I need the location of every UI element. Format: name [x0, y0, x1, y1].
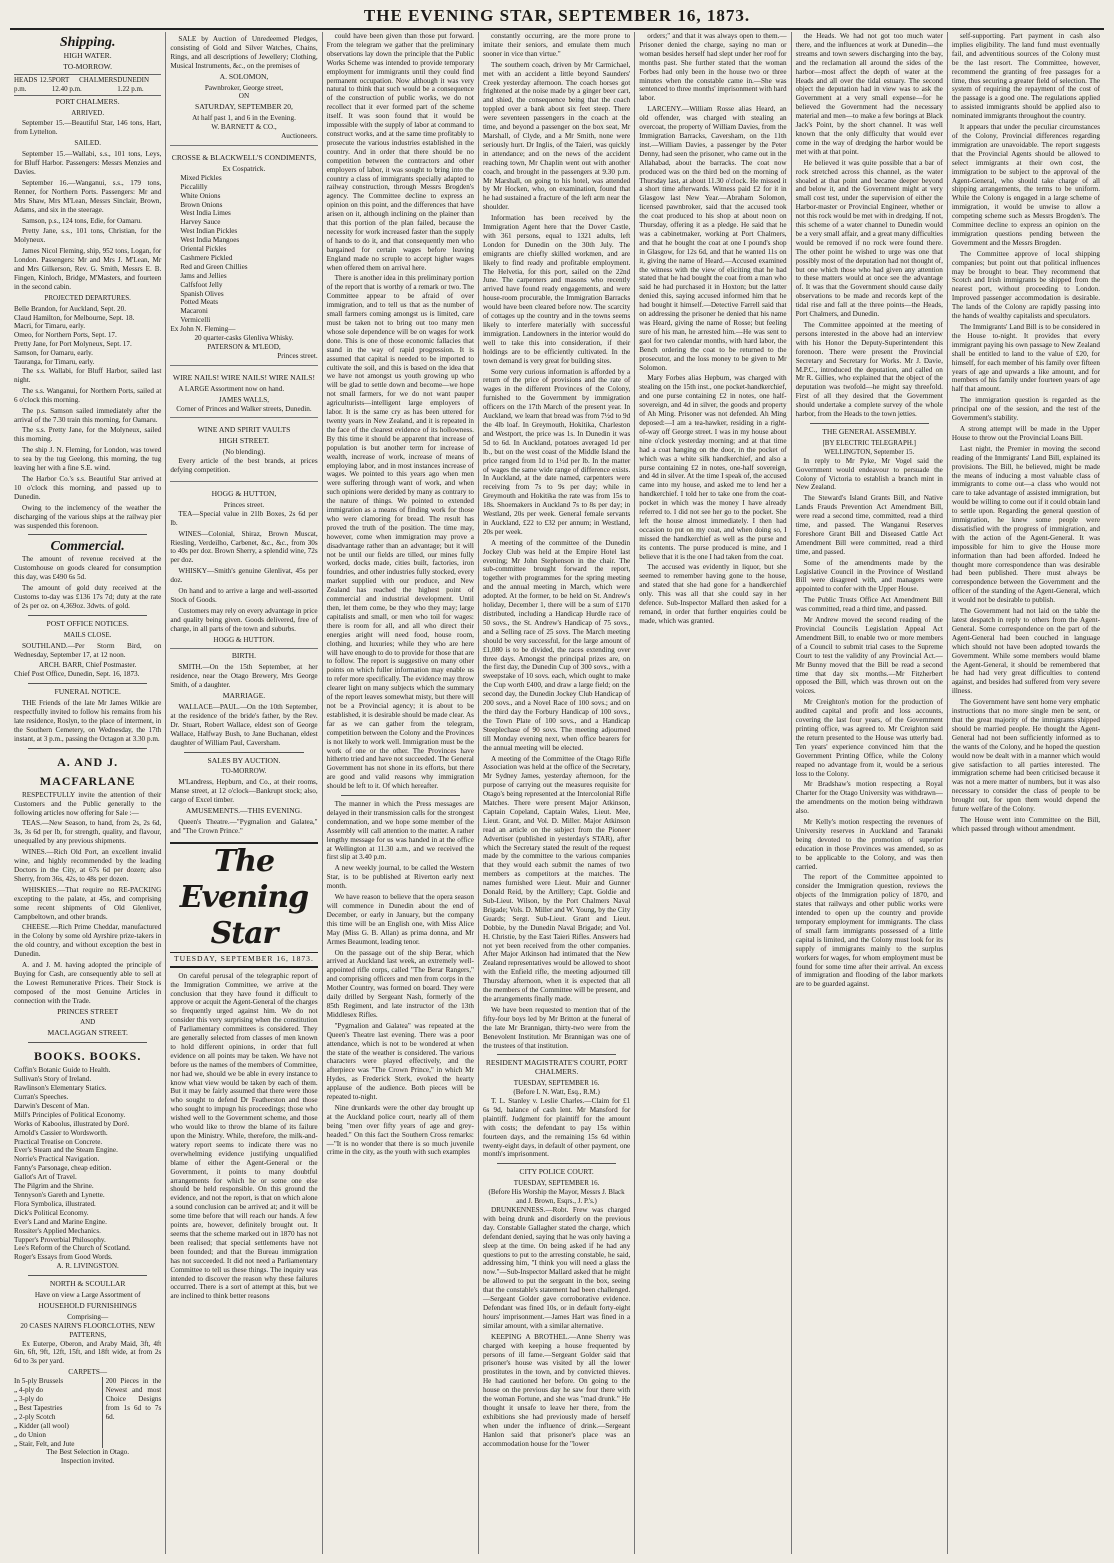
arrived-heading: ARRIVED. [71, 108, 105, 117]
carpets-note: 200 Pieces in the Newest and most Choice Designs from 1s 6d to 7s 6d. [102, 1377, 162, 1448]
assembly-text: The Government have sent home very emphatic instructions that no more single men be sent, or that the great majority of the immigrants shipped should be married people. He thought the Agent-General had not been sufficiently informed as to the wants of the Colony, and he hoped the question would now be dealt with in a manner which would give satisfaction to all parties interested. The immigration scheme had been criticised because it was not a mere matter of numbers, but it was also necessary to consider the class of people to be brought out, for upon them would depend the future welfare of the Colony. [951, 698, 1101, 814]
court-date: TUESDAY, SEPTEMBER 16. [513, 1079, 600, 1088]
projected-heading: PROJECTED DEPARTURES. [44, 293, 131, 302]
masthead [10, 6, 1104, 30]
cases-text: Ex Euterpe, Oberon, and Araby Maid, 3ft, 4ft 6in, 6ft, 9ft, 12ft, 15ft, and 18ft wide, at from 2s 6d to 3s per yard. [14, 1339, 162, 1366]
police-court-text: orders;" and that it was always open to them.—Prisoner denied the charge, saying no man or woman besides herself had slept under her roof for months past. She further stated that the woman Forbes had only been in the house two or three minutes when the constable came in.—She was sentenced to three months' imprisonment with hard labor. [639, 32, 787, 103]
funeral-heading: FUNERAL NOTICE. [54, 687, 121, 697]
news-paragraph: The manner in which the Press messages are delayed in their transmission calls for the strongest condemnation, and we hope some member of the Assembly will call attention to the matter. A rather lengthy message for us was handed in at the office at Wellington at 11.30 a.m., and we received the first slip at 3.40 p.m. [326, 800, 474, 862]
harbor-text: the Heads. We had not got too much water there, and the influences at work at Dunedin—the streams and town sewers discharging into the bay, and the reclamation all around the sides of the harbor—most affect the depth of water at the Heads and all over the tidal estuary. The second object the deputation had in view was to ask the Government at a very small expense—for he believed the Government had the necessary material and men—to make a few borings at Black Jack's Point, by the short channel. It was well known that the only difficulty that would ever come in the way of dredging the harbor would be met with at that point. [795, 32, 943, 156]
list-item: Vermicelli [180, 316, 211, 325]
shipping-note: The s.s. Wanganui, for Northern Ports, sailed at 6 o'clock this morning. [14, 386, 162, 404]
list-item: Curran's Speeches. [14, 1093, 69, 1101]
list-item: Macri, for Timaru, early. [14, 322, 85, 331]
princes-and: AND [80, 1018, 96, 1027]
princes-street-heading: PRINCES STREET [57, 1006, 119, 1016]
books-list [14, 1066, 161, 1262]
sailed-item: Pretty Jane, s.s., 101 tons, Christian, for the Molyneux. [14, 227, 162, 245]
list-item: Harvey Sauce [180, 218, 221, 227]
list-item: „ 4-ply do [14, 1386, 44, 1395]
shipping-note: The s.s. Wallabi, for Bluff Harbor, sailed last night. [14, 367, 162, 384]
divider [28, 1042, 147, 1043]
tide-dunedin: DUNEDIN 1.22 p.m. [117, 75, 150, 93]
news-paragraph: On the passage out of the ship Berar, which arrived at Auckland last week, an extremely well-appointed rifle corps, called "The Berar Rangers," and comprising officers and men from corps in the Mother Country, was formed on board. They were daily drilled by Sergeant Nash, formerly of the 85th Regiment, and late instructor of the 13th Middlesex Rifles. [326, 948, 474, 1019]
telegraph-label: [BY ELECTRIC TELEGRAPH.] [822, 438, 916, 447]
solomon-name: A. SOLOMON, [219, 71, 269, 81]
paterson-signature: PATERSON & M'LEOD, [207, 343, 281, 351]
assembly-text: Some of the amendments made by the Legislative Council in the Province of Westland Bill were disagreed with, and managers were appointed to confer with the Upper House. [795, 558, 943, 594]
list-item: Oriental Pickles [180, 245, 227, 254]
assembly-text: A strong attempt will be made in the Upper House to throw out the Provincial Loans Bill. [951, 424, 1101, 442]
assembly-text: Mr Kelly's motion respecting the revenues of University reserves in Auckland and Taranaki being devoted to the promotion of superior education in those Provinces was amended, so as to be applicable to the Colony, and was then carried. [795, 818, 943, 871]
sales-tomorrow: TO-MORROW. [221, 767, 267, 776]
tide-table [14, 74, 161, 96]
police-court-heading: CITY POLICE COURT. [519, 1167, 594, 1177]
list-item: Rossiter's Applied Mechanics. [14, 1226, 101, 1235]
shipping-note: Owing to the inclemency of the weather the discharging of the various ships at the railway pier was suspended this forenoon. [14, 503, 162, 530]
shipping-heading: Shipping. [59, 35, 116, 50]
no-blending: (No blending). [222, 448, 266, 457]
passengers-text: James Nicol Fleming, ship, 952 tons, Logan, for London. Passengers: Mr and Mrs J. M'Lean, Mr and Mrs Gilkerson, Rev. G. Smith, Messrs E. B. Fingen, Kinloch, Bridge, M'Masters, and fourteen in the second cabin. [14, 247, 162, 291]
columns [10, 32, 1104, 1554]
list-item: Potted Meats [180, 298, 219, 307]
assembly-text: The Public Trusts Office Act Amendment Bill was committed, read a third time, and passed. [795, 596, 943, 614]
list-item: The Pilgrim and the Shrine. [14, 1182, 94, 1191]
wire-nails-ad [170, 369, 317, 419]
list-item: „ do Union [14, 1430, 46, 1439]
assembly-text: The immigration question is regarded as the principal one of the session, and the test of the Government's stability. [951, 396, 1101, 423]
court-before: (Before I. N. Watt, Esq., R.M.) [513, 1088, 600, 1097]
amusements-text: Queen's Theatre.—"Pygmalion and Galatea," and "The Crown Prince." [170, 817, 318, 835]
amusements-heading: AMUSEMENTS.—THIS EVENING. [185, 806, 303, 816]
sailed-heading: SAILED. [74, 139, 101, 148]
assembly-text: The Immigrants' Land Bill is to be considered in the House to-night. It provides that every immigrant paying his own passage to New Zealand shall be entitled to land to the value of £20, for himself, for each member of his family over fifteen years of age and upwards a like amount, and for members of his family under fourteen years of age half that amount. [951, 323, 1101, 394]
divider [28, 615, 147, 616]
post-office-signature: ARCH. BARR, Chief Postmaster. [38, 661, 137, 670]
police-court-text: LARCENY.—William Rosse alias Heard, an old offender, was charged with stealing an overcoat, the property of William Davies, from the Immigration Barracks, Caversham, on the 11th inst.—William Davies, a passenger by the Peter Denny, had seen the prisoner, who came out in the Allahabad, about the barracks. The coat now produced was on the third bed on the morning of Thursday last, at about 11.30 o'clock. He missed it a short time afterwards. Witness paid £2 for it in Glasgow last New Year.—Abraham Solomon, licensed pawnbroker, said that the accused took the coat produced to his shop at about noon on Thursday, offering it as a pledge. He said that he was a cabinetmaker, working at Port Chalmers, and that he bought the coat at one I pound's shop in Glasgow, for 12s 6d, and that he wanted 11s on it, giving the name of Heard.—Accused examined the witness with the view of eliciting that he had stated that he had bought the coat from a man who said he had purchased it in Hoxton; but the latter denied this, saying accused informed him that he had bought it himself.—Detective Farrell said that on addressing the prisoner he denied that his name was Heard, giving the name of Rosse; but feeling sure of his man, he arrested him.—He was sent to gaol for two calendar months, with hard labor, the Bench ordering the coat to be returned to the prosecutor, and the loss money to be given to Mr Solomon. [639, 105, 787, 372]
macfarlane-text: WINES.—Rich Old Port, an excellent invalid wine, and highly recommended by the leading Doctors in the City, at 67s 6d per dozen; also Sherry, from 36s, 42s, to 48s per dozen. [14, 848, 162, 883]
editorial-text: There is another idea in this preliminary portion of the report that is worthy of a remark or two. The Committee appear to be afraid of over immigration, and to tell us that as the number of small farmers coming amongst us is limited, care must be taken not to bring out too many men whose sole dependence will be on wages for work done. This is one of those economic fallacies that stand in the way of rapid progression. It is assumed that capital is needed to be imported to cultivate the soil, and this is based on the idea that we have not amongst us youth growing up who will be glad to settle down and become—we hope not small farmers, for we do not want pauper agriculturists—intelligent large employers of labor. It is the same cry as has been uttered for twenty years in New Zealand, and it is repeated in the face of the clearest evidence of its hollowness. By this time it should be apparent that increase of population is but another term for increase of wealth, increase of work, increase of means of employing labor, and in most instances increase of wages. We pointed to this years ago when men were suffering through want of work, and when such opinions were derided by many as contrary to the nature of things. We pointed to extended immigration as a means of finding work for those who were clamoring for bread. The result has proved the truth of the position. The time may, however, come when immigration may prove a disadvantage rather than an advantage; but it will not be until our fields are tilled, our mines fully worked, docks made, cities built, factories, iron foundries, and other industries fully stocked, every market supplied with our produce, and New Zealand has reached the highest point of commercial and industrial development. Until then, let them come, be they who they may; large capitalists and small, or men who toil for wages: there is room for all, and all who direct their energies aright will need food, house room, clothing, and luxuries; while they who are here will have enough to do to provide for those that are to follow. The report is suggestive on many other points on which fuller information may enable us to refer more specifically. The evidence may throw clearer light on many subjects which the summary of the report leaves somewhat misty, but there will not be a Provincial agency; it is about to be established, it is desirable should be made clear. As far as we can gather from the telegram, competition between the Colony and the Provinces is not likely to work well. Immigration must be the work of one or the other. The Provinces have hitherto tried and have not succeeded. The General Government has not shone in its efforts, but there are good and valid reasons why immigration should be left to it. Of which hereafter. [326, 274, 474, 791]
list-item: Claud Hamilton, for Melbourne, Sept. 18. [14, 313, 135, 322]
list-item: Spanish Olives [180, 289, 224, 298]
list-item: „ 2-ply Scotch [14, 1412, 56, 1421]
household-heading: HOUSEHOLD FURNISHINGS [38, 1300, 137, 1310]
editorial-text: could have been given than those put forward. From the telegram we gather that the preliminary observations lay down the principle that the Public Works Scheme was intended to provide temporary employment for immigrants until they could find permanent occupation. Now although it was very natural to think that such would be a consequence of the construction of public works, we do not recollect that it ever formed part of the scheme itself. It was soon found that it would be impossible with the supply of labor at command to construct works, and at the same time profitably to prosecute the various industries established in the country. And in order that there should be no competition between the contractors and other employers of labor, it was sought to bring into the country a class of immigrants specially adapted to railway construction, through Messrs Brogden's agency. The Committee decline to express an opinion on this point, and the differences that have arisen on it, although inclining on the plainer than that this portion of the plan failed, because the necessity for work increased faster than the supply of hands to do it, and that consequently men who bargained for certain wages before leaving England made no scruple to accept higher wages when offered them on arrival here. [326, 32, 474, 272]
barnett-signature: W. BARNETT & CO., [211, 123, 277, 132]
shipping-note: The p.s. Samson sailed immediately after the arrival of the 7.30 train this morning, for Oamaru. [14, 406, 162, 424]
police-court-text: Mary Forbes alias Hepburn, was charged with stealing on the 15th inst., one pocket-handkerchief, and one purse containing £2 in notes, one half-sovereign, and 4d in silver, the goods and property of Ah Ming. Prisoner was not defended. Ah Ming deposed:—I am a tea-hawker, residing in a right-of-way off George street. I was in my house about nine o'clock yesterday morning; and at that time had a coat hanging on the door, in the pocket of which was a white silk handkerchief, and also a purse containing £2 in notes, one-half sovereign, and 4d in silver. At the time I speak of, the accused came into my house, and asked me to lend her a handkerchief. I told her to take one from the coat-pocket in which was the money I have already referred to. I did not see her go to the pocket. She left the house almost immediately. I then had occasion to put on my coat, and when doing so, I missed the handkerchief as well as the purse and its contents. The purse produced is mine, and I believe that it is the one I had taken from the coat. [639, 374, 787, 561]
list-item: Flora Symbolica, illustrated. [14, 1199, 96, 1208]
livingston-signature: A. R. LIVINGSTON. [56, 1262, 119, 1271]
list-item: West India Mangoes [180, 236, 240, 245]
list-item: „ Kidder (all wool) [14, 1421, 69, 1430]
shipping-note: The s.s. Pretty Jane, for the Molyneux, sailed this morning. [14, 426, 162, 444]
nails-heading: WIRE NAILS! WIRE NAILS! WIRE NAILS! [172, 372, 316, 382]
list-item: Red and Green Chillies [180, 262, 248, 271]
news-paragraph: We have been requested to mention that of the fifty-four boys led by Mr Britton at the funeral of the late Mr Brannigan, thirty-two were from the Benevolent Institution. Mr Brannigan was one of the trustees of that institution. [482, 1005, 631, 1050]
divider [341, 795, 460, 796]
list-item: Arnold's Cassier to Wordsworth. [14, 1128, 108, 1137]
list-item: Darwin's Descent of Man. [14, 1101, 90, 1110]
divider [28, 748, 147, 749]
solomon-address: Pawnbroker, George street, [204, 83, 284, 92]
macfarlane-text: WHISKIES.—That require no RE-PACKING excepting to the palate, at 45s, and comprising some recent shipments of Old Glenlivet, Campbeltown, and other brands. [14, 885, 162, 921]
on-label: ON [238, 92, 250, 101]
walls-name: JAMES WALLS, [218, 395, 270, 404]
wine-heading: WINE AND SPIRIT VAULTS [197, 425, 291, 435]
column-6 [792, 32, 948, 1554]
crosse-sub: Ex Cospatrick. [222, 164, 266, 173]
shipping-note: The ship J. N. Fleming, for London, was towed to sea by the tug Geelong, this morning, the tug leaving her with a fine S.E. wind. [14, 446, 162, 473]
harbor-text: The Committee appointed at the meeting of persons interested in the above had an interview with his Honor the Deputy-Superintendent this forenoon. There were present the Provincial Secretary and Secretary for Works. Mr J. Davie, M.P.C., introduced the deputation, and called on Mr R. Gillies, who explained that the object of the deputation was twofold—he might say threefold. First of all they desired that the Government should undertake a complete survey of the whole harbor, from the Heads to the town jetties. [795, 321, 943, 419]
news-paragraph: constantly occurring, are the more prone to imitate their seniors, and emulate them much sooner in vice than virtue." [482, 32, 631, 58]
saturday-date: SATURDAY, SEPTEMBER 20, [195, 102, 293, 112]
news-paragraph: A meeting of the committee of the Dunedin Jockey Club was held at the Empire Hotel last evening; Mr John Stephenson in the chair. The sub-committee brought forward the report, together with programmes for the spring meeting and the annual meeting in March, which were adopted. At the former, to be held on St. Andrew's holiday, December 1, there will be a sum of £170 distributed, including a Handicap Hurdle race of 50 sovs., the St. Andrew's Handicap of 75 sovs., and a Selling race of 25 sovs. The March meeting should be very successful, for the large amount of £1,080 is to be divided, the races extending over three days. Amongst the principal prizes are, on the first day, the Dunedin Cup of 300 sovs., with a sweepstake of 10 sovs. each, which ought to make the Cup worth £400, and draw a large field; on the second day, the Dunedin Jockey Club Handicap of 200 sovs., and a Novel Race of 100 sovs.; and on the third day the Forbury Handicap of 100 sovs., the Town Plate of 100 sovs., and a Handicap Steeplechase of 90 sovs. The meeting adjourned till Monday evening next, when office bearers for the annual meeting will be elected. [482, 538, 631, 752]
solomon-ad [170, 32, 317, 146]
news-paragraph: Nine drunkards were the other day brought up at the Auckland police court, nearly all of them being "men over fifty years of age and grey-headed." On this fact the Southern Cross remarks:—"It is no wonder that there is so much juvenile crime in the city, as the youth with such examples [326, 1103, 474, 1157]
news-paragraph: A new weekly journal, to be called the Western Star, is to be published at Riverton early next month. [326, 864, 474, 891]
hogg-item: Customers may rely on every advantage in price and quality being given. Goods delivered, free of charge, in all parts of the town and suburbs. [170, 606, 318, 633]
north-scoullar-sub: Have on view a Large Assortment of [34, 1291, 141, 1300]
assembly-text: In reply to Mr Pyke, Mr Vogel said the Government would endeavour to persuade the Colony of Victoria to establish a branch mint in New Zealand. [795, 456, 943, 492]
carpets-heading: CARPETS— [68, 1368, 108, 1377]
list-item: Gallot's Art of Travel. [14, 1173, 77, 1182]
north-scoullar-heading: NORTH & SCOULLAR [49, 1279, 126, 1289]
hogg-address: Princes street. [223, 500, 265, 509]
hogg-item: On hand and to arrive a large and well-assorted Stock of Goods. [170, 587, 318, 604]
news-paragraph: A meeting of the Committee of the Otago Rifle Association was held at the office of the Secretary, Mr Sydney James, yesterday afternoon, for the purpose of carrying out the measures requisite for Otago's being represented at the Intercolonial Rifle Matches. There were present Major Atkinson, Captain Copeland, Captain Wales, Lieut. Mee, Lieut. Grant, and Vol. D. Miller. Major Atkinson read an article on the subject from the Pioneer Advertiser (published in yesterday's STAR), after which the Secretary stated the result of the request made by the committee to the various companies that they would each submit the names of two members as competitors at the matches. The names furnished were Lieut. Muir and Gunner Donald Reid, by the Artillery; Capt. Goldie and Sub-Lieut. Wilson, by the Port Chalmers Naval Brigade; Vols. D. Miller and W. Young, by the City Guards; Sergt. Sub-Lieut. Grant and Lieut. Dobbie, by the Dunedin Naval Brigade; and Vol. H. Christie, by the East Taieri Rifles. Answers had not yet been received from the other companies. After Major Atkinson had intimated that the New Zealand representatives would be allowed to shoot with the Enfield rifle, the meeting adjourned till Thursday afternoon, when it is expected that all the members of the Committee will be present, and the arrangements finally made. [482, 754, 631, 1003]
sales-heading: SALES BY AUCTION. [207, 755, 281, 765]
projected-list [14, 305, 161, 367]
comprising-label: Comprising— [67, 1312, 109, 1321]
commercial-text: The amount of revenue received at the Customhouse on goods cleared for consumption this day, was £490 6s 5d. [14, 555, 162, 582]
crosse-heading: CROSSE & BLACKWELL'S CONDIMENTS, [171, 152, 317, 162]
list-item: Mill's Principles of Political Economy. [14, 1110, 126, 1119]
divider [184, 752, 303, 753]
macfarlane-text: RESPECTFULLY invite the attention of their Customers and the Public generally to the following articles now offering for Sale :— [14, 790, 162, 817]
list-item: West Indian Pickles [180, 227, 238, 236]
news-paragraph: The southern coach, driven by Mr Carmichael, met with an accident a little beyond Saunders' Creek yesterday afternoon. The coach horses got frightened at the noise made by a ginger beer cart, and shied, the consequence being that the coach toppled over a bank about six feet steep. There were seventeen passengers in the coach at the time, and beyond a passenger on the box seat, Mr Marshall, of Clyde, and a Mr Smith, none were seriously hurt. Dr Inglis, of the Taieri, was quickly in attendance; and on the news of the accident reaching town, Mr Chaplin went out with another coach, and brought in the passengers at 9.30 p.m. Mr Marshall, on going to his hotel, was attended by Mr Hocken, who, on examination, found that he had sustained a fracture of the left arm near the shoulder. [482, 60, 631, 212]
list-item: Practical Treatise on Concrete. [14, 1137, 103, 1146]
assembly-text: The House went into Committee on the Bill, which passed through without amendment. [951, 815, 1101, 833]
hogg-heading: HOGG & HUTTON, [211, 488, 277, 498]
wine-vaults-ad [170, 421, 317, 482]
list-item: Ever's Steam and the Steam Engine. [14, 1146, 118, 1155]
news-paragraph: We have reason to believe that the opera season will commence in Dunedin about the end of December, or early in January, but the company this time will be an English one, with Miss Alice May (Miss G. B. Allan) as prima donna, and Mr Armes Beaumont, leading tenor. [326, 893, 474, 946]
column-1 [10, 32, 166, 1554]
sailed-item: September 15.—Wallabi, s.s., 101 tons, Leys, for Bluff Harbor. Passengers: Messrs Menzies and Davies. [14, 150, 162, 176]
list-item: Tennyson's Gareth and Lynette. [14, 1190, 105, 1199]
arrived-text: September 15.—Beautiful Star, 146 tons, Hart, from Lyttelton. [14, 119, 162, 137]
list-item: Coffin's Botanic Guide to Health. [14, 1066, 111, 1075]
inspection-invited: Inspection invited. [60, 1457, 115, 1466]
sailed-item: Samson, p.s., 124 tons, Edie, for Oamaru. [22, 216, 142, 225]
commercial-heading: Commercial. [50, 539, 125, 555]
assembly-text: The report of the Committee appointed to consider the Immigration question, reviews the objects of the Immigration policy of 1870, and states that railways and other public works were intended to open up the country and provide temporary employment for immigrants. The class of small farm immigrants possessed of a little capital is limited, and the Colony must look for its supply of immigrants mainly to the surplus workers for wages, for whom employment must be found for some time after their arrival. An excess of immigration and flooding of the labor markets are to be guarded against. [795, 873, 943, 989]
list-item: Works of Kaboolus, illustrated by Doré. [14, 1119, 129, 1128]
sale-time: At half past 1, and 6 in the Evening. [192, 114, 296, 123]
assembly-text: Mr Bradshaw's motion respecting a Royal Charter for the Otago University was withdrawn—the amendments on the motion being withdrawn also. [795, 780, 943, 816]
column-7 [948, 32, 1104, 1554]
wellington-dateline: WELLINGTON, September 15. [824, 447, 915, 456]
column-4 [479, 32, 635, 1554]
list-item: Tauranga, for Timaru, early. [14, 358, 95, 367]
list-item: Piccalilly [180, 182, 208, 191]
list-item: Fanny's Parsonage, cheap edition. [14, 1164, 112, 1173]
fleming-text-2: 20 quarter-casks Glenliva Whisky. [194, 334, 294, 343]
fleming-text: Ex John N. Fleming— [170, 325, 236, 334]
police-court-text: KEEPING A BROTHEL.—Anne Sherry was charged with keeping a house frequented by persons of ill fame.—Sergeant Golder said that prisoner's house was visited by all the lower prostitutes in the town, and by convicted thieves. He had cautioned her before. On going to the house on the previous day he saw four there with the woman Fortune, and she was "mad drunk." He thought it unsafe to leave her there, from the exhibitions she had previously made of herself when under the influence of drink.—Sergeant Hanlon said that prisoner's place was an accommodation house for the "lower [482, 1332, 631, 1448]
nails-text: A LARGE Assortment now on hand. [178, 384, 285, 393]
list-item: Omeo, for Northern Ports, Sept. 17. [14, 331, 117, 340]
tide-port-chalmers: PORT CHALMERS 12.40 p.m. [51, 75, 118, 93]
divider [28, 683, 147, 684]
list-item: Belle Brandon, for Auckland, Sept. 20. [14, 304, 126, 313]
sales-text: M'Landress, Hepburn, and Co., at their rooms, Manse street, at 12 o'clock—Bankrupt stock; also, cargo of Excel timber. [170, 778, 318, 805]
hogg-item: WHISKY—Smith's genuine Glenlivat, 45s per doz. [170, 567, 318, 585]
list-item: Ever's Land and Marine Engine. [14, 1217, 107, 1226]
police-court-text: DRUNKENNESS.—Robt. Frew was charged with being drunk and disorderly on the previous day. Constable Gallagher stated the charge, which defendant denied, saying that he was only having a sleep at the time. On being asked if he had any questions to put to the arresting constable, he said, addressing him, "I think you will need a glass the now."—Sub-Inspector Mallard asked that he might be allowed to put the sergeant in the box, seeing that the constable's statement had been challenged.—Sergeant Golder gave corroborative evidence. Defendant was fined 10s, or in default forty-eight hours' imprisonment.—James Hart was fined in a similar amount, with a similar alternative. [482, 1206, 631, 1330]
harbor-text: He believed it was quite possible that a bar of rock stretched across this channel, as the water shoaled at that point and became deeper beyond and below it, and the Government might at very small cost test, under the supervision of either the Harbor-master or Provincial Engineer, whether or not this rock would be met with in dredging. If not, this scheme of a water channel to Dunedin would be a very small affair, and a great many difficulties would be removed if no rock were found there. The other point he wished to urge was one that possibly most of the deputation had not thought of, but one which those who had given any attention to these matters would at once see the advantage of. It was that the Government should cause daily observations to be made and records kept of the tidal rise and fall at the three points—the Heads, Port Chalmers, and Dunedin. [795, 158, 943, 319]
list-item: Cashmere Pickled [180, 253, 233, 262]
news-paragraph: Some very curious information is afforded by a return of the price of provisions and the rate of wages in the different Provinces of the Colony, furnished to the Government by immigration officers on the 17th March of the present year. In Auckland, we learn that bread was from 7½d to 9d the 4lb loaf. In Greymouth, Hokitika, Charleston and Westport, the price was 1s. In Dunedin it was 5d to 6d. In Auckland, potatoes averaged 1d per lb., but on the west coast of the Middle Island the price ranged from 1d to 1½d per lb. In the matter of wages the same wide range of difference exists. In Auckland, at the date named, carpenters were receiving from 7s to 9s per day; while in Greymouth and Hokitika the rate was from 15s to 18s. Shoemakers in Auckland 7s to 8s per day; in Westland, 20s per week. General female servants in Auckland, £22 to £32 per annum; in Westland, 20s per week. [482, 367, 631, 536]
assembly-text: self-supporting. Part payment in cash also implies eligibility. The land fund must eventually fail, and adventitious sources of the Colony must be the last resort. The Committee, however, recommend the granting of free passages for a time, thus securing a greater field of selection. The system of requiring the repayment of the cost of the passage is a good one. The regulations applied to assisted immigrants should be applied also to nominated immigrants throughout the country. [951, 32, 1101, 121]
cases-heading: 20 CASES NAIRN'S FLOORCLOTHS, NEW PATTERNS, [20, 1321, 155, 1339]
tomorrow-label: TO-MORROW. [63, 61, 113, 71]
macfarlane-text: CHEESE.—Rich Prime Cheddar, manufactured in the Colony by some old Ayrshire prize-takers in the old country, and without exception the best in Dunedin. [14, 923, 162, 959]
list-item: Samson, for Oamaru, early. [14, 349, 93, 358]
hogg-item: WINES—Colonial, Shiraz, Brown Muscat, Riesling, Verdeilho, Carbenet, &c., &c., from 30s to 40s per doz. Brown Sherry, a splendid wine, 72s per doz. [170, 529, 318, 565]
hogg-hutton-ad [170, 485, 317, 650]
column-3 [323, 32, 479, 1554]
list-item: White Onions [180, 191, 221, 200]
carpets-block [14, 1377, 161, 1448]
walls-address: Corner of Princes and Walker streets, Dunedin. [176, 404, 312, 413]
post-office-heading: POST OFFICE NOTICES. [46, 618, 129, 628]
assembly-text: Mr Creighton's motion for the production of audited capital and profit and loss accounts, covering the last four years, of the Government printing office, was agreed to. Mr Creighton said the return presented to the House was utterly bad. Ten years' experience convinced him that the Government Printing Office, while the Colony reaped no advantage from it, would be a serious loss to the Colony. [795, 698, 943, 778]
marriage-heading: MARRIAGE. [222, 691, 266, 701]
list-item: Roger's Essays from Good Words. [14, 1253, 113, 1262]
high-street: HIGH STREET. [218, 436, 269, 446]
list-item: Sullivan's Story of Ireland. [14, 1075, 92, 1084]
sailed-item: September 16.—Wanganui, s.s., 179 tons, Renner, for Northern Ports. Passengers: Mr and Mrs Shaw, Mrs M'Lean, Messrs Sinclair, Brown, Adams, and six in the steerage. [14, 178, 162, 214]
macfarlane-heading: A. AND J. MACFARLANE [39, 754, 136, 788]
list-item: Lee's Reform of the Church of Scotland. [14, 1244, 131, 1253]
list-item: Brown Onions [180, 200, 223, 209]
evening-star-logo: The Evening Star [170, 842, 317, 953]
list-item: „ Best Tapestries [14, 1403, 63, 1412]
list-item: Dick's Political Economy. [14, 1208, 89, 1217]
post-office-place: Chief Post Office, Dunedin, Sept. 16, 1873. [14, 670, 140, 679]
police-court-date: TUESDAY, SEPTEMBER 16. [513, 1179, 600, 1188]
divider [810, 423, 929, 424]
list-item: „ Stair, Felt, and Jute [14, 1439, 75, 1448]
books-heading: BOOKS. BOOKS. [33, 1049, 142, 1064]
editorial-text: On careful perusal of the telegraphic report of the Immigration Committee, we arrive at the conclusion that they have found it difficult to approve or acquit the Agent-General of the charges so frequently urged against him. We do not consider this very surprising when the constitution of Parliamentary committees is considered. They are generally selected from classes of men known to hold different opinions, in order that full evidence on all points may be taken. We have not before us the names of the members of Committee, nor had we, should we be able in every instance to know what view would be taken by each of them. But it may be fairly assumed that there were those who sought to defend Dr Featherston and those who sought to impugn his proceedings; those who wished well to the Government scheme, and those who would like to throw the blame of its failure upon the Ministry. While, therefore, the milk-and-watery report seems to indicate there was no overwhelming evidence justifying unqualified blame of either the Agent-General or the Government, it points to many doubtful arrangements for which he or some one else should be held responsible. On this ground the evidence, and not the report, is that on which alone a sound conclusion can be arrived at; and it will be some time before that will reach our hands. A few points are, however, definitely brought out. It seems that the scheme marked out in 1870 has not been realised; that special settlements have not been founded; and that the Bureau immigration has not succeeded. It did not need a Parliamentary Committee to tell us these things. The inquiry was intended to discover the reason why these failures occurred. There is a sort of attempt at this, but we are inclined to think better reasons [170, 971, 318, 1301]
maclaggan-street-heading: MACLAGGAN STREET. [47, 1028, 128, 1038]
divider [28, 1275, 147, 1276]
commercial-text: The amount of gold duty received at the Customs to-day was £136 17s 7d; duty at the rate of 2s per oz. on 4,369oz. 3dwts. of gold. [14, 584, 162, 610]
list-item: Tupper's Proverbial Philosophy. [14, 1235, 106, 1244]
divider [28, 534, 147, 535]
list-item: „ 3-ply do [14, 1395, 44, 1403]
hogg-signature: HOGG & HUTTON. [213, 635, 275, 644]
macfarlane-text: TEAS.—New Season, to hand, from 2s, 2s 6d, 3s, 3s 6d per lb, for strength, quality, and flavour, unequalled by any previous shipments. [14, 819, 162, 846]
marriage-text: WALLACE—PAUL.—On the 10th September, at the residence of the bride's father, by the Rev. Dr. Stuart, Robert Wallace, eldest son of George Wallace, Halfway Bush, to Jane Buchanan, eldest daughter of William Paul, Caversham. [170, 703, 318, 747]
police-court-text: The accused was evidently in liquor, but she seemed to remember having gone to the house, and stated that she had gone for a handkerchief only. This was all that she could say in her defence. Sub-Inspector Mallard then asked for a remand, in order that further enquiries could be made, which was granted. [639, 563, 787, 625]
list-item: In 5-ply Brussels [14, 1377, 64, 1386]
list-item: Macaroni [180, 307, 208, 316]
crosse-ad [170, 149, 317, 366]
divider [497, 1163, 616, 1164]
list-item: Norrie's Practical Navigation. [14, 1155, 100, 1164]
news-paragraph: Information has been received by the Immigration Agent here that the Dover Castle, with 361 persons, equal to 1321 adults, left London for Dunedin on the 30th July. The emigrants are chiefly skilled workmen, and are likely to find ready and profitable employment. The Helvetia, for this port, sailed on the 22nd June. The carpenters and masons who recently arrived have found ready engagements, and were house-room procurable, the Immigration Barracks would have been cleared before now. The scarcity of cottages up the country and in the towns seems likely to interfere materially with successful immigration. Landowners in the interior would do well to take this into consideration, if their holdings are to be efficiently cultivated. In the town demand is very great for building sites. [482, 214, 631, 365]
crosse-list [170, 174, 317, 325]
news-paragraph: "Pygmalion and Galatea" was repeated at the Queen's Theatre last evening. There was a poor attendance, which is not to be wondered at when the state of the weather is considered. The various characters were played effectively, and the afterpiece was "The Crown Prince," in which Mr Hydes, as Frederick Sterk, evoked the hearty applause of the audience. Both pieces will be repeated to-night. [326, 1021, 474, 1102]
paterson-address: Princes street. [277, 351, 318, 360]
assembly-text: Mr Andrew moved the second reading of the Provincial Councils Legislation Appeal Act Amendment Bill, to enable two or more members of a Council to submit trial cases to the Supreme Court to test the validity of any Provincial Act.—Mr Bunny moved that the Bill be read a second time that day six months.—Mr Fitzherbert opposed the Bill, which was thrown out on the voices. [795, 616, 943, 696]
divider [497, 1054, 616, 1055]
assembly-text: The Government had not laid on the table the latest despatch in reply to others from the Agent-General. Some correspondence on the part of the Agent-General had been couched in language which should not have been adopted towards the Government. While some members would blame the Agent-General, it should be remembered that he had had very great difficulties to contend against, and besides had suffered from very severe illness. [951, 607, 1101, 696]
mails-close-heading: MAILS CLOSE. [63, 630, 112, 639]
masthead-title: THE EVENING STAR, SEPTEMBER 16, 1873. [363, 6, 751, 25]
assembly-heading: THE GENERAL ASSEMBLY. [822, 426, 917, 436]
assembly-text: The Steward's Island Grants Bill, and Native Lands Frauds Prevention Act Amendment Bill, were read a second time, committed, read a third time, and passed. The Wanganui Reserves Foreshore Grant Bill and Diseased Cattle Act Amendment Bill were committed, read a third time, and passed. [795, 494, 943, 556]
court-text: T. L. Stanley v. Leslie Charles.—Claim for £1 6s 9d, balance of cash lent. Mr Mansford for plaintiff. Judgment for plaintiff for the amount with costs; the defendant to pay 15s within fourteen days, and the remaining 15s 6d within twenty-eight days, in default of other payment, one month's imprisonment. [482, 1097, 631, 1159]
auctioneers-label: Auctioneers. [281, 132, 318, 141]
port-chalmers-heading: PORT CHALMERS. [55, 96, 120, 106]
assembly-text: Last night, the Premier in moving the second reading of the Immigrants' Land Bill, explained its provisions. The Bill, he believed, might be made the means of inducing a most valuable class of immigrants to come out—a class who would not care to take advantage of assisted immigration, but would be willing to come out if it could obtain land to settle upon. Regarding the general question of immigration, he knew some people were dissatisfied with the progress of immigration, and with the action of the Agent-General. It was impossible for him to give the House more information than had been afforded. Indeed he thought more correspondence than was desirable had been published. There must always be correspondence between the Government and the officer of the standing of the Agent-General, which it would not be desirable to publish. [951, 444, 1101, 605]
column-2 [166, 32, 322, 1554]
birth-text: SMITH.—On the 15th September, at her residence, near the Otago Brewery, Mrs George Smith, of a daughter. [170, 663, 318, 690]
sale-text: SALE by Auction of Unredeemed Pledges, consisting of Gold and Silver Watches, Chains, Rings, and all descriptions of Jewellery; Clothing, Musical Instruments, &c., on the premises of [170, 35, 318, 70]
post-office-text: SOUTHLAND.—Per Storm Bird, on Wednesday, September 17, at 12 noon. [14, 641, 162, 659]
list-item: Mixed Pickles [180, 173, 222, 182]
list-item: Rawlinson's Elementary Statics. [14, 1084, 107, 1093]
police-court-before: (Before His Worship the Mayor, Messrs J. Black and J. Brown, Esqrs., J. P.'s.) [488, 1188, 625, 1206]
list-item: Jams and Jellies [180, 271, 227, 280]
funeral-text: THE Friends of the late Mr James Wilkie are respectfully invited to follow his remains from his late residence, Roslyn, to the place of interment, in the Southern Cemetery, on Wednesday, the 17th instant, at 3 p.m., passing the Octagon at 3.30 p.m. [14, 699, 162, 743]
court-heading: RESIDENT MAGISTRATE'S COURT, PORT CHALMERS. [485, 1058, 628, 1077]
hogg-item: TEA—Special value in 21lb Boxes, 2s 6d per lb. [170, 509, 318, 527]
assembly-text: The Committee approve of local shipping companies; but point out that political influences may be brought to bear. They recommend that Scotch and Irish immigrants be shipped from the nearest port, without proceeding to London. Improved passenger accommodation is desirable. The lands of the Colony are rapidly passing into the hands of wealthy capitalists and speculators. [951, 249, 1101, 321]
high-water-heading: HIGH WATER. [63, 51, 112, 60]
carpets-list [14, 1377, 98, 1448]
list-item: West India Limes [180, 209, 231, 218]
birth-heading: BIRTH. [231, 651, 257, 661]
assembly-text: It appears that under the peculiar circumstances of the Colony, Provincial differences regarding immigration are unavoidable. The report suggests that the Provincial Agents should be allowed to select immigrants at their own cost, the immigration to be subject to the approval of the Agent-General, who should take charge of all shipping arrangements, the terms to be uniform. While the Colony is engaged in a large scheme of immigration, it would be unwise to allow a competing scheme such as Messrs Brogden's. The Committee decline to express an opinion on the immigration questions pending between the Government and the Messrs Brogden. [951, 123, 1101, 247]
tide-heads: HEADS 12.5 p.m. [14, 75, 52, 93]
wine-text: Every article of the best brands, at prices defying competition. [170, 457, 318, 475]
column-5 [635, 32, 791, 1554]
list-item: Calfsfoot Jelly [180, 280, 223, 289]
issue-date: TUESDAY, SEPTEMBER 16, 1873. [170, 955, 317, 968]
macfarlane-text: A. and J. M. having adopted the principle of Buying for Cash, are consequently able to sell at the Lowest Remunerative Prices. Their Stock is composed of the most Genuine Articles in connection with the Trade. [14, 961, 162, 1005]
best-selection: The Best Selection in Otago. [46, 1448, 130, 1457]
list-item: Pretty Jane, for Port Molyneux, Sept. 17. [14, 340, 132, 349]
shipping-note: The Harbor Co.'s s.s. Beautiful Star arrived at 10 o'clock this morning, and passed up to Dunedin. [14, 474, 162, 501]
